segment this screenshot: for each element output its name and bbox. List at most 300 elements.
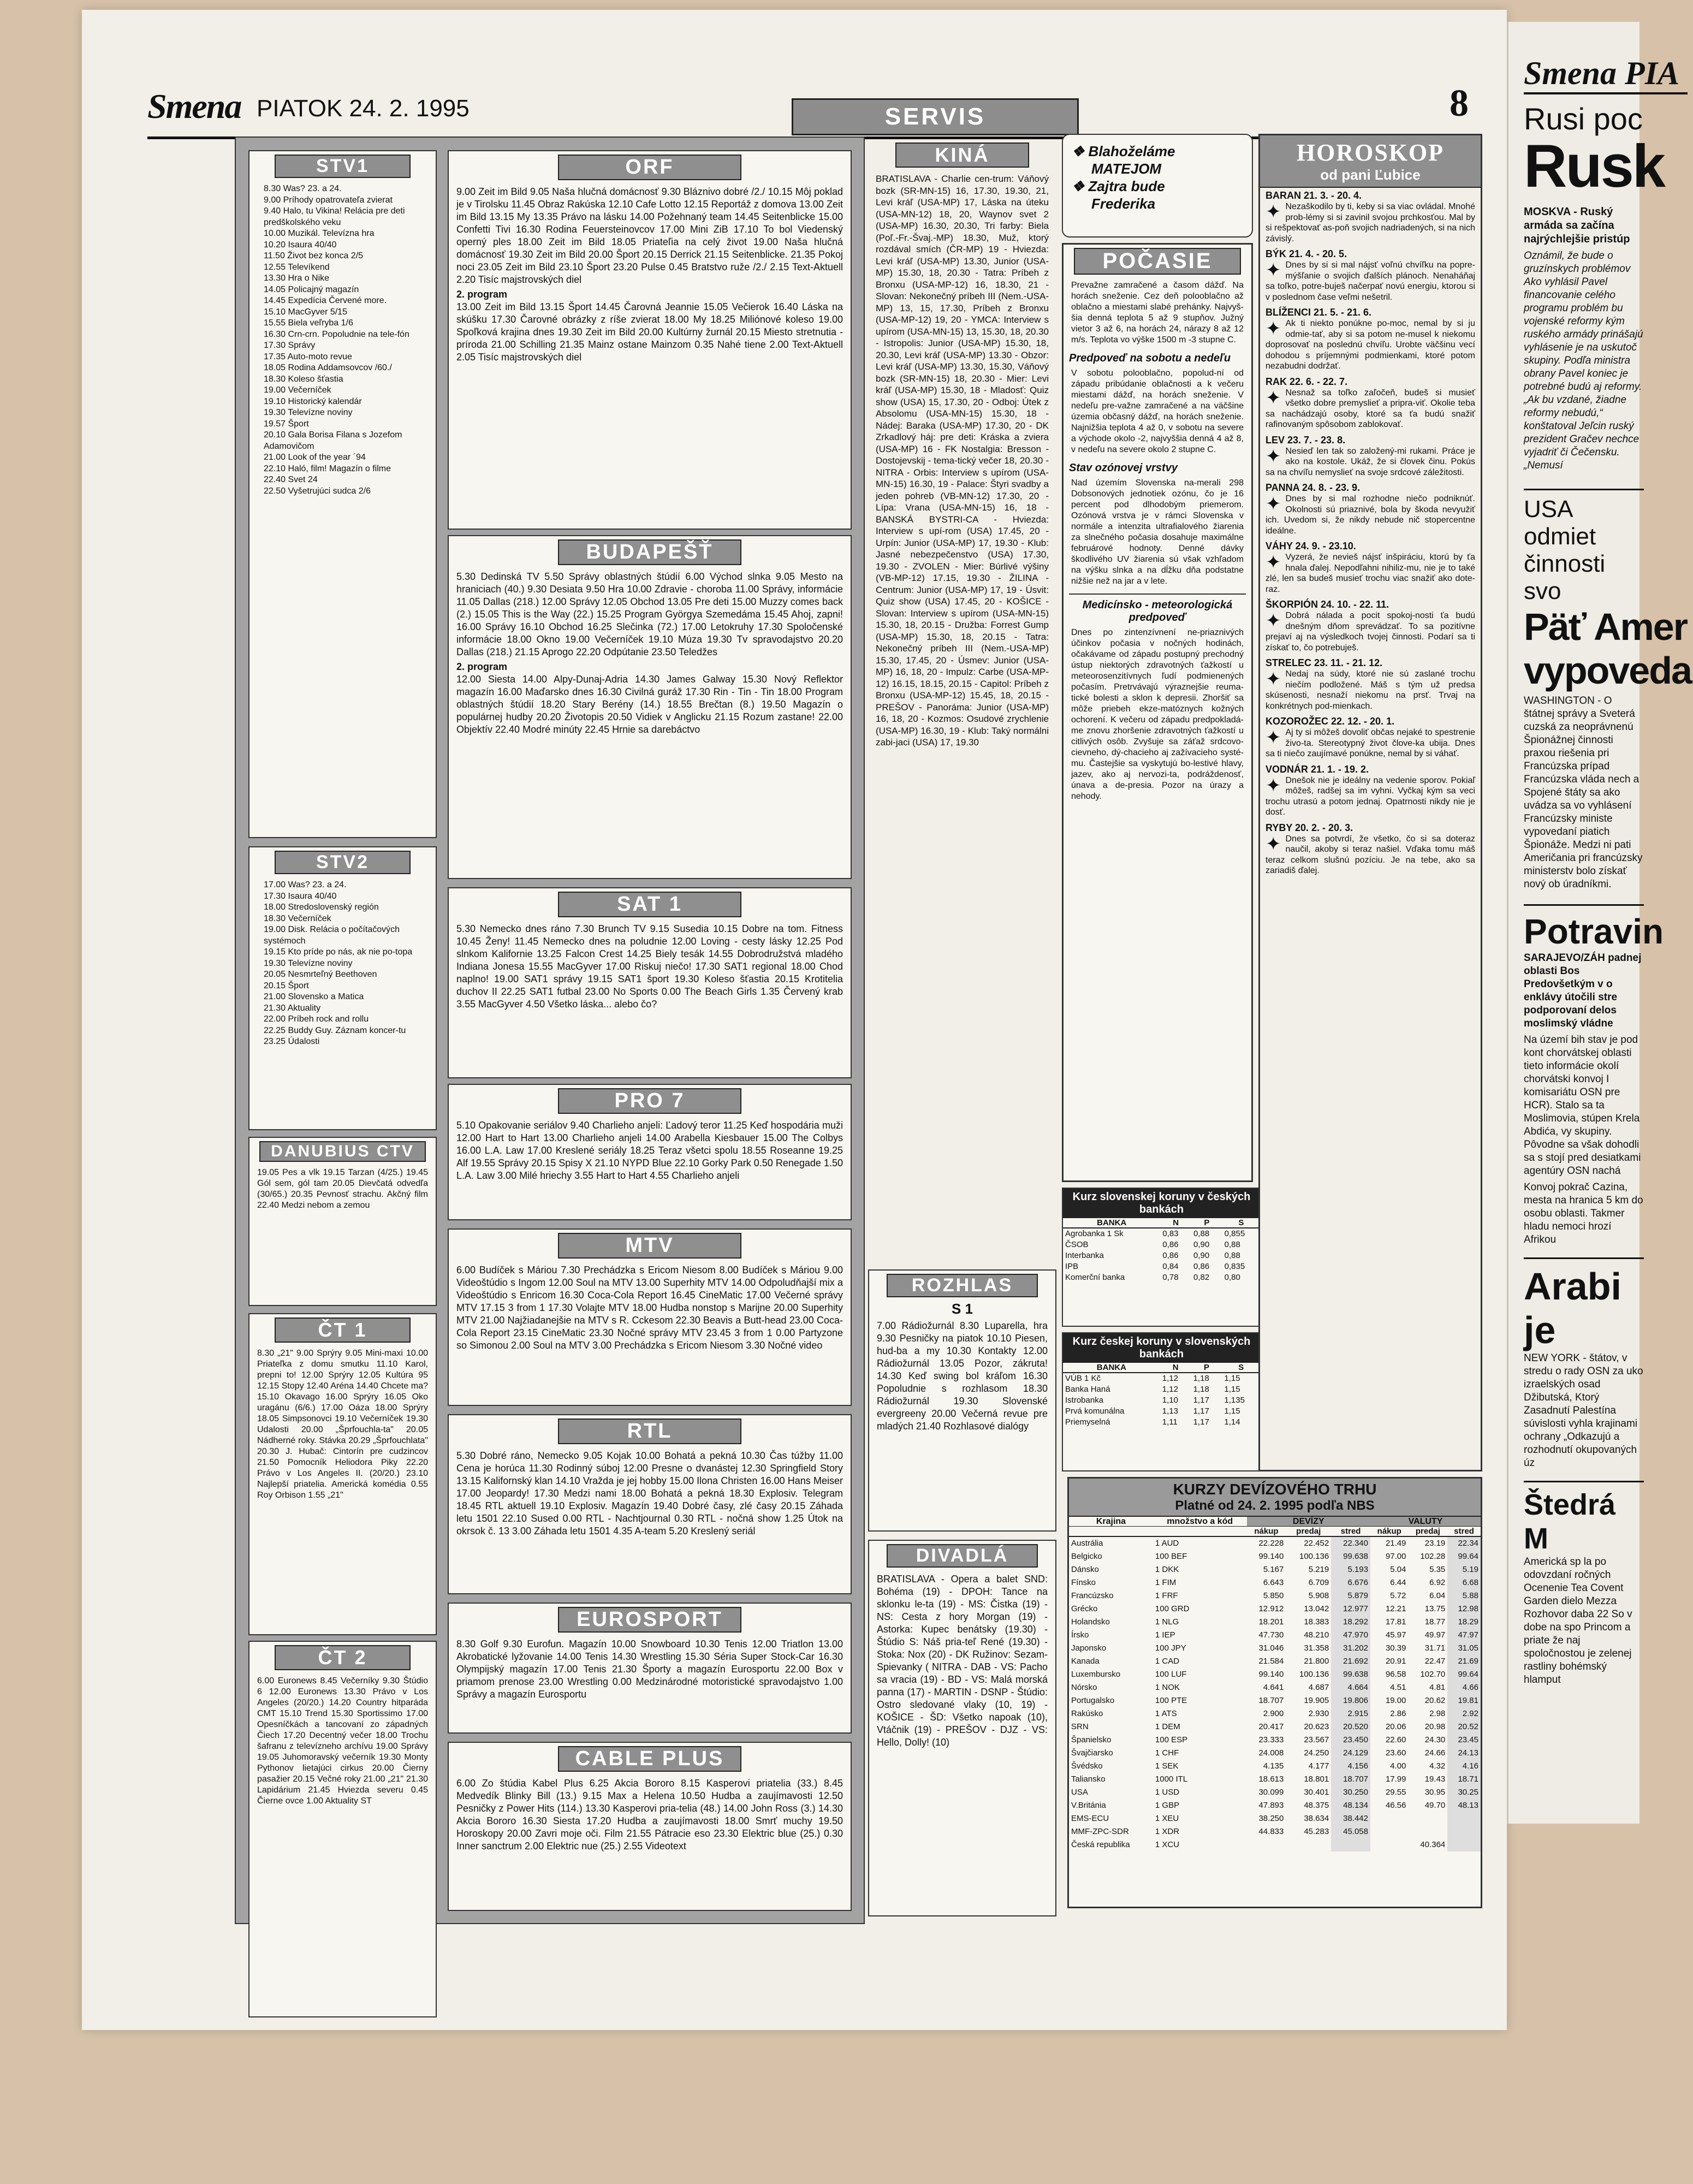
zodiac-icon: ✦ xyxy=(1266,260,1281,281)
fx-cell: 23.19 xyxy=(1424,1539,1446,1548)
fx-subheader: stred xyxy=(1331,1527,1370,1537)
fx-cell: 99.140 xyxy=(1258,1552,1284,1561)
fx-cell: EMS-ECU xyxy=(1071,1814,1109,1823)
fx-box xyxy=(1067,1477,1482,1908)
stv2-schedule-item: 21.00 Slovensko a Matica xyxy=(264,992,364,1001)
fx-cell: Taliansko xyxy=(1071,1775,1106,1784)
fx-cell xyxy=(1331,1838,1370,1851)
fx-cell: 20.520 xyxy=(1331,1720,1370,1734)
table-cell: 1,18 xyxy=(1193,1374,1209,1383)
zodiac-icon: ✦ xyxy=(1266,552,1281,573)
fx-cell xyxy=(1247,1838,1286,1851)
stv2-schedule-item: 20.15 Šport xyxy=(264,981,309,990)
weekend-forecast-heading: Predpoveď na sobotu a nedeľu xyxy=(1069,352,1231,364)
ct1-box xyxy=(248,1313,437,1635)
zodiac-icon: ✦ xyxy=(1266,387,1281,408)
fx-column-header: DEVÍZY xyxy=(1247,1517,1370,1527)
ct1-schedule: 8.30 „21" 9.00 Sprýry 9.05 Mini-maxi 10.00 Priateľka z domu smutku 11.10 Karol, prepni to! 12.00 Sprýry 12.05 Kultúra 95 12.15 Stopy 12.40 Aréna 14.40 Chcete ma? 15.10 Okavago 16.00 Sprýry 16.05 Oko uragánu (6/6.) 17.00 Oáza 18.00 Sprýry 18.05 Simpsonovci 19.10 Večerníček 19.30 Udalosti 20.00 „Šprfouchla-ta" 20.05 Nádherné roky. Stávka 20.29 „Šprfouchlata" 20.30 J. Hubač: Cintorín pre cudzincov 21.50 Pomocník Heliodora Piky 22.20 Právo v Los Angeles II. (20/20.) 23.10 Najlepší priatelia. Americká komédia 0.55 Roy Orbison 1.55 „21" xyxy=(257,1349,428,1500)
fx-subheader: nákup xyxy=(1247,1527,1286,1537)
bullet-icon: ❖ xyxy=(1072,178,1089,194)
table-cell: 0,88 xyxy=(1193,1229,1210,1238)
sign-text: ✦ Nezaškodilo by ti, keby si sa viac ovládal. Mnohé prob-lémy si si zavinil svojou prchkosťou. Mal by si rešpektovať as-poň svojich nadriadených, si na nich závislý. xyxy=(1266,201,1475,244)
fx-cell: 45.283 xyxy=(1304,1827,1329,1836)
fx-cell: 100.136 xyxy=(1299,1552,1329,1561)
cable-plus-schedule: 6.00 Zo štúdia Kabel Plus 6.25 Akcia Bororo 8.15 Kasperovi priatelia (33.) 8.45 Medvedík Blinky Bill (13.) 9.15 Max a Helena 10.50 Hudba a zaujímavosti 12.50 Pesničky z Power Hits (114.) 13.30 Kasperovi pria-telia (48.) 14.00 John Ross (3.) 14.30 Akcia Bororo 16.30 Siesta 17.20 Hudba a zaujímavosti 18.00 Smrť muchy 19.50 Horoskopy 20.00 Zavri moje oči. Film 21.55 Pátracie eso 23.30 Elektric blue (25.) 0.30 Inner sanctrum 2.00 Elektric nue (25.) 2.55 Videotext xyxy=(456,1778,843,1851)
stv2-schedule-item: 17.30 Isaura 40/40 xyxy=(264,891,337,901)
fx-subheader-row xyxy=(1069,1527,1481,1537)
fx-cell: 30.401 xyxy=(1304,1788,1329,1797)
budapest-title: BUDAPEŠŤ xyxy=(558,539,741,565)
table-cell: 1,17 xyxy=(1193,1417,1209,1427)
fx-cell: 1 NLG xyxy=(1155,1617,1179,1627)
fx-cell: 6.04 xyxy=(1429,1591,1446,1600)
table-cell: 0,835 xyxy=(1224,1262,1245,1271)
right-text-7: Konvoj pokrač Cazina, mesta na hranica 5 km do osobu oblasti. Takmer hladu nemoci hrozí Afrikou xyxy=(1524,1182,1643,1245)
right-lead-1: MOSKVA - Ruský armáda sa začína najrýchlejšie pristúp xyxy=(1524,206,1630,245)
fx-cell: 48.134 xyxy=(1331,1799,1370,1812)
fx-cell: 2.930 xyxy=(1308,1709,1329,1718)
fx-cell: 4.16 xyxy=(1447,1760,1481,1773)
table-cell: 0,78 xyxy=(1162,1273,1179,1282)
fx-cell: 12.977 xyxy=(1331,1603,1370,1616)
fx-cell: 20.62 xyxy=(1424,1696,1446,1705)
sk-koruna-table xyxy=(1063,1218,1260,1283)
fx-row xyxy=(1069,1563,1481,1576)
mtv-box xyxy=(448,1228,852,1406)
fx-cell: Kanada xyxy=(1071,1657,1100,1666)
pro7-schedule: 5.10 Opakovanie seriálov 9.40 Charlieho anjeli: Ľadový teror 11.25 Keď hospodária muži 12.00 Hart to Hart 13.00 Charlieho anjeli 14.00 Arabella Kiesbauer 15.00 The Colbys 16.00 L.A. Law 17.00 Kreslené seriály 18.25 Teraz všetci spolu 18.55 Roseanne 19.25 Alf 19.55 Správy 20.15 Spisy X 21.10 NYPD Blue 22.10 Gorky Park 0.50 Renegade 1.50 L.A. Law 3.00 Milé hriechy 3.55 Hart to Hart 4.55 Charlieho anjeli xyxy=(456,1120,843,1181)
medical-forecast-heading: Medicínsko - meteorologická predpoveď xyxy=(1069,594,1246,624)
fx-subheader: predaj xyxy=(1286,1527,1331,1537)
fx-cell: 23.567 xyxy=(1304,1735,1329,1744)
fx-cell xyxy=(1370,1825,1409,1838)
eurosport-schedule: 8.30 Golf 9.30 Eurofun. Magazín 10.00 Snowboard 10.30 Tenis 12.00 Triatlon 13.00 Akrobatické lyžovanie 14.00 Tenis 14.30 Wrestling 15.30 Séria Super Stock-Car 16.30 Olympijský magazín 17.00 Tenis 21.30 Športy a magazín Eurosportu 22.00 Box v priamom prenose 23.00 Wrestling 0.00 Medzinárodné motoristické spravodajstvo 1.00 Správy a magazín Eurosportu xyxy=(456,1639,843,1700)
table-row xyxy=(1063,1384,1260,1395)
section-title: SERVIS xyxy=(792,98,1079,135)
rtl-title: RTL xyxy=(558,1419,741,1444)
zodiac-icon: ✦ xyxy=(1266,318,1281,339)
horoscope-sign xyxy=(1260,655,1481,714)
table-row xyxy=(1063,1395,1260,1406)
budapest-program-2-schedule: 12.00 Siesta 14.00 Alpy-Dunaj-Adria 14.30 James Galway 15.30 Nový Reflektor magazín 16.00 Maďarsko dnes 16.30 Civilná guráž 17.30 Rin - Tin - Tin 18.00 Program oblastných štúdií 18.20 Stary Berény (14.) 18.55 Brečtan (8.) 19.50 Magazín o populárnej hudby 20.20 Životopis 20.50 Vidiek v Anglicku 21.15 Rozum zastane! 22.00 Objektív 22.40 Modré minúty 22.45 Hrnie sa darebáctvo xyxy=(456,674,843,735)
fx-cell: 5.19 xyxy=(1447,1563,1481,1576)
fx-header-row xyxy=(1069,1517,1481,1527)
cz-koruna-title: Kurz českej koruny v slovenských bankách xyxy=(1063,1333,1260,1363)
fx-cell xyxy=(1286,1838,1331,1851)
smena-logo: Smena xyxy=(147,87,241,126)
table-cell: 0,86 xyxy=(1162,1240,1179,1249)
right-page-logo: Smena PIA xyxy=(1524,55,1688,94)
horoscope-sign xyxy=(1260,480,1481,538)
stv1-schedule-item: 9.40 Halo, tu Vikina! Relácia pre deti predškolského veku xyxy=(264,206,405,227)
stv1-schedule-item: 20.10 Gala Borisa Filana s Jozefom Adamovičom xyxy=(264,430,402,451)
page-header xyxy=(147,82,1469,139)
column-header: N xyxy=(1160,1218,1191,1228)
fx-title: KURZY DEVÍZOVÉHO TRHU xyxy=(1173,1481,1377,1498)
stv2-schedule-item: 20.05 Nesmrteľný Beethoven xyxy=(264,970,377,979)
fx-row xyxy=(1069,1694,1481,1707)
table-cell: Interbanka xyxy=(1065,1251,1104,1260)
kina-listing: BRATISLAVA - Charlie cen-trum: Váňový bozk (SR-MN-15) 16, 17.30, 19.30, 21, Levi kráľ (USA-MP) 17, Láska na úteku (USA-MN-12) 18, 20, Waynov svet 2 (USA-MP) 16.30, 20.30, Tri farby: Biela (Poľ.-Fr.-Švaj.-MP) 18.30, Muž, ktorý rozdával smích (ČR-MP) 19 - Hviezda: Levi kráľ (USA-MP) 13.30, Junior (USA-MP) 15.30, 18, 20.30 - Tatra: Príbeh z Bronxu (USA-MP-12) 16, 18.30, 21 - Slovan: Nekonečný príbeh III (Nem.-USA-MP) 13, 15, 17.30, Príbeh z Bronxu (USA-MP-12) 19, 20 - YMCA: Interview s upírom (USA-MN-15) 13, 15.30, 18, 20.30 - Istropolis: Junior (USA-MP) 15.30, 18, 20.30, Levi kráľ (USA-MP) 13.30 - Obzor: Levi kráľ (USA-MP) 13.30, 15.30, Váňový bozk (SR-MN-15) 18, 20.30 - Mier: Levi kráľ (USA-MP) 15.30, 18 - Mladosť: Quiz show (USA) 15, 17.30, 20 - Odboj: Útek z Absolomu (USA-MN-15) 15.30, 18 - Nádej: Baraka (USA-MP) 17.30, 20 - DK Zrkadlový háj: pre deti: Kráska a zviera (USA-MP) 16 - FK Nostalgia: Bresson - Dostojevskij - tema-tický večer 18, 20.30 - NITRA - Orbis: Interview s upírom (USA-MN-15) 16.30, 19 - Palace: Štyri svadby a jeden pohreb (VB-MN-12) 17.30, 20 - Lípa: Vrana (USA-MN-15) 16, 18 - BANSKÁ BYSTRI-CA - Hviezda: Interview s upí-rom (USA) 17.45, 20 - Urpín: Junior (USA-MP) 17, 19.30 - Klub: Jasné nebezpečenstvo (USA) 17.30, 19.30 - ZVOLEN - Mier: Búrlivé výšiny (VB-MP-12) 17.15, 19.30 - ŽILINA - Centrum: Junior (USA-MP) 17, 19 - Úsvit: Quiz show (USA) 17.45, 20 - KOŠICE - Slovan: Interview s upírom (USA-MN-15) 15.30, 18, 20.15 - Družba: Forrest Gump (USA-MP) 15.30, 18, 20.15 - Tatra: Nekonečný príbeh III (Nem.-USA-MP) 15.30, 17.45, 20 - Úsmev: Junior (USA-MP) 16, 18, 20 - Impulz: Carbe (USA-MP-12) 16.15, 18.15, 20.15 - Capitol: Príbeh z Bronxu (USA-MP-12) 15.45, 18, 20.15 - PREŠOV - Panoráma: Junior (USA-MP) 16, 18, 20 - Kozmos: Osudové zrychlenie (USA-MP) 16.30, 19 - Klub: Taký normálni zabi-jaci (USA) 17, 19.30 xyxy=(876,174,1049,747)
fx-row xyxy=(1069,1825,1481,1838)
sk-koruna-box xyxy=(1062,1188,1261,1327)
sat1-box xyxy=(448,887,852,1078)
fx-cell: 4.641 xyxy=(1263,1683,1284,1692)
fx-cell: 19.806 xyxy=(1331,1694,1370,1707)
fx-cell: 18.292 xyxy=(1331,1616,1370,1629)
fx-cell: 97.00 xyxy=(1385,1552,1406,1561)
page-number: 8 xyxy=(1450,82,1469,124)
stv2-schedule-item: 18.00 Stredoslovenský región xyxy=(264,903,379,912)
stv1-schedule-item: 17.30 Správy xyxy=(264,341,316,350)
sign-heading: PANNA 24. 8. - 23. 9. xyxy=(1266,482,1361,493)
fx-cell: 47.97 xyxy=(1447,1629,1481,1642)
sign-heading: KOZOROŽEC 22. 12. - 20. 1. xyxy=(1266,716,1395,727)
stv2-schedule-item: 19.15 Kto príde po nás, ak nie po-topa xyxy=(264,947,413,957)
fx-cell: 4.177 xyxy=(1308,1761,1329,1771)
fx-cell: 5.167 xyxy=(1263,1565,1284,1574)
fx-cell: 20.623 xyxy=(1304,1722,1329,1731)
fx-cell: 1 XDR xyxy=(1155,1827,1180,1836)
fx-cell: 4.156 xyxy=(1331,1760,1370,1773)
fx-cell: Írsko xyxy=(1071,1630,1089,1640)
horoscope-signs xyxy=(1260,188,1481,879)
right-text-9: Americká sp la po odovzdaní ročných Ocenenie Tea Covent Garden dielo Mezza Rozhovor daba 22 So v dobe na spo Princom a priate že naj spoločnostou je zelenej rastliny bohémský hlamput xyxy=(1524,1556,1632,1686)
fx-cell: 18.201 xyxy=(1258,1617,1284,1627)
orf-program-2-label: 2. program xyxy=(456,289,508,300)
fx-cell: 18.77 xyxy=(1424,1617,1446,1627)
fx-cell: 100 GRD xyxy=(1155,1604,1190,1613)
pro7-title: PRO 7 xyxy=(558,1088,741,1114)
table-cell: 0,83 xyxy=(1162,1229,1179,1238)
fx-cell: 19.81 xyxy=(1447,1694,1481,1707)
fx-cell xyxy=(1409,1825,1448,1838)
fx-cell: 24.008 xyxy=(1258,1748,1284,1758)
fx-cell: 5.88 xyxy=(1447,1589,1481,1603)
fx-cell: 1 SEK xyxy=(1155,1761,1179,1771)
stv1-schedule-item: 19.30 Televízne noviny xyxy=(264,408,353,417)
fx-row xyxy=(1069,1707,1481,1720)
table-cell: 1,15 xyxy=(1224,1374,1240,1383)
fx-cell: 45.97 xyxy=(1385,1630,1406,1640)
fx-cell: 38.250 xyxy=(1258,1814,1284,1823)
zodiac-icon: ✦ xyxy=(1266,201,1281,222)
fx-cell: 5.04 xyxy=(1390,1565,1406,1574)
fx-cell: 99.638 xyxy=(1331,1550,1370,1563)
fx-cell: 48.375 xyxy=(1304,1801,1329,1810)
ozone-text: Nad územím Slovenska na-merali 298 Dobsonových jednotiek ozónu, čo je 16 percent pod dlhodobým priemerom. Ozónová vrstva je v rámci Slovenska v normále a intenzita ultrafialového žiarenia za slnečného počasia dosahuje maximálne februárové hodnoty. Denné dávky škodlivého UV žiarenia sú však vzhľadom na výšku slnka a na dĺžku dňa podstatne nižšie než na jar a v lete. xyxy=(1071,478,1244,586)
stv1-schedule-item: 14.05 Policajný magazín xyxy=(264,284,359,294)
fx-cell: Dánsko xyxy=(1071,1565,1099,1574)
orf-program-2-schedule: 13.00 Zeit im Bild 13.15 Šport 14.45 Čarovná Jeannie 15.05 Večierok 16.40 Láska na skúšku 17.30 Čarovné obrázky z ríše zvierat 18.00 My 18.25 Miliónové koleso 19.00 Spoľková krajina dnes 19.30 Zeit im Bild 20.00 Kultúrny žurnál 20.15 Miesto stretnutia - príroda 21.00 Schilling 21.35 Mainz ostane Mainzom 0.35 Nahé tiene 2.00 Text-Aktuell 2.05 Tisíc majstrovských diel xyxy=(456,301,843,363)
horoscope-sign xyxy=(1260,246,1481,305)
table-cell: 0,90 xyxy=(1193,1251,1210,1260)
fx-cell xyxy=(1447,1825,1481,1838)
fx-column-header: množstvo a kód xyxy=(1153,1517,1247,1527)
fx-subtitle: Platné od 24. 2. 1995 podľa NBS xyxy=(1175,1498,1375,1513)
sign-text: ✦ Dnes by si si mal nájsť voľnú chvíľku na popre-mýšľanie o svojich ďalších plánoch. Nenaháňaj sa toľko, potre-buješ načerpať novú energiu, ktorou si v poslednom čase veľmi nešetril. xyxy=(1266,260,1475,302)
orf-schedule: 9.00 Zeit im Bild 9.05 Naša hlučná domácnosť 9.30 Bláznivo dobré /2./ 10.15 Môj poklad je v Tirolsku 11.45 Obraz Rakúska 12.10 Cafe Lotto 12.15 Reportáž z domova 13.00 Zeit im Bild 13.15 My 13.35 Právo na lásku 14.00 Požehnaný team 14.45 Seitenblicke 15.00 Confetti Tivi 16.30 Rodina Feuersteinovcov 17.00 Mini ZiB 17.10 To bol Viedenský operný ples 18.00 Zeit im Bild 18.05 Priateľia na celý život 19.00 Naša hlučná domácnosť 19.30 Zeit im Bild 20.00 Šport 20.15 Derrick 21.15 Seitenblicke. 21.35 Pokoj noci 23.05 Zeit im Bild 23.10 Šport 23.20 Pulse 0.45 Bratstvo ruže /2./ 2.15 Text-Aktuell 2.20 Tisíc majstrovských diel xyxy=(456,186,843,285)
fx-column-header: VALUTY xyxy=(1370,1517,1481,1527)
fx-cell: 6.676 xyxy=(1331,1576,1370,1589)
rtl-box xyxy=(448,1414,852,1594)
table-cell: 0,86 xyxy=(1162,1251,1179,1260)
table-cell: 0,88 xyxy=(1224,1251,1240,1260)
fx-cell: 20.98 xyxy=(1424,1722,1446,1731)
fx-cell: 1 CAD xyxy=(1155,1657,1180,1666)
right-headline-5: Potravin xyxy=(1524,904,1644,952)
stv1-schedule-item: 13.30 Hra o Nike xyxy=(264,274,330,283)
stv1-schedule-item: 10.20 Isaura 40/40 xyxy=(264,240,337,250)
fx-cell: 1 NOK xyxy=(1155,1683,1180,1692)
fx-row xyxy=(1069,1629,1481,1642)
fx-cell: 22.47 xyxy=(1424,1657,1446,1666)
sign-heading: RAK 22. 6. - 22. 7. xyxy=(1266,376,1348,387)
zodiac-icon: ✦ xyxy=(1266,446,1281,467)
fx-cell: 48.13 xyxy=(1447,1799,1481,1812)
table-row xyxy=(1063,1261,1260,1272)
fx-cell: 5.35 xyxy=(1429,1565,1446,1574)
danubius-box xyxy=(248,1137,437,1306)
fx-cell: 5.72 xyxy=(1390,1591,1406,1600)
weather-box xyxy=(1062,243,1253,1182)
stv1-schedule-item: 18.30 Koleso šťastia xyxy=(264,374,343,384)
stv2-schedule-item: 17.00 Was? 23. a 24. xyxy=(264,880,347,889)
zodiac-icon: ✦ xyxy=(1266,727,1281,748)
kina-title: KINÁ xyxy=(895,143,1030,168)
fx-cell: 47.893 xyxy=(1258,1801,1284,1810)
budapest-schedule: 5.30 Dedinská TV 5.50 Správy oblastných štúdií 6.00 Východ slnka 9.05 Mesto na hraniciach (40.) 9.30 Desiata 9.50 Hra 10.00 Zdravie - choroba 11.00 Správy, informácie 11.05 Dallas (218.) 12.00 Správy 12.05 Obchod 13.05 Pre deti 15.00 Muzzy comes back (2.) 15.05 This is the Way (22.) 15.25 Program Györgya Szemedáma 15.45 Ahoj, zapni! 16.00 Správy 16.10 Obchod 16.25 Slečinka (72.) 17.00 Letokruhy 17.30 Spoločenské informácie 18.00 Okno 19.00 Večerníček 19.10 Múza 19.30 Tv spravodajstvo 20.20 Dallas (218.) 21.15 Aprogo 22.20 Odpútanie 23.50 Teledžes xyxy=(456,571,843,657)
fx-row xyxy=(1069,1576,1481,1589)
horoscope-sign xyxy=(1260,305,1481,374)
fx-cell: 22.60 xyxy=(1385,1735,1406,1744)
stv1-schedule-item: 11.50 Život bez konca 2/5 xyxy=(264,251,364,260)
fx-row xyxy=(1069,1760,1481,1773)
fx-row xyxy=(1069,1838,1481,1851)
fx-cell: 5.850 xyxy=(1263,1591,1284,1600)
fx-cell: 5.879 xyxy=(1331,1589,1370,1603)
table-cell: 1,12 xyxy=(1162,1385,1178,1394)
fx-subheader: nákup xyxy=(1370,1527,1409,1537)
fx-cell xyxy=(1370,1812,1409,1825)
fx-cell: 100 BEF xyxy=(1155,1552,1187,1561)
stv1-schedule-item: 22.10 Haló, film! Magazín o filme xyxy=(264,464,391,473)
stv1-schedule-item: 18.05 Rodina Addamsovcov /60./ xyxy=(264,363,392,372)
fx-cell: 99.638 xyxy=(1331,1668,1370,1681)
ct1-title: ČT 1 xyxy=(275,1317,411,1343)
issue-date: PIATOK 24. 2. 1995 xyxy=(257,95,470,122)
horoscope-sign xyxy=(1260,597,1481,655)
rozhlas-box xyxy=(868,1269,1056,1532)
fx-row xyxy=(1069,1812,1481,1825)
fx-row xyxy=(1069,1747,1481,1760)
fx-cell: 100 LUF xyxy=(1155,1670,1187,1679)
budapest-program-2-label: 2. program xyxy=(456,661,508,672)
fx-row xyxy=(1069,1655,1481,1668)
table-cell: Agrobanka 1 Sk xyxy=(1065,1229,1124,1238)
right-headline-4: Päť Amer vypoveda xyxy=(1524,606,1691,692)
rozhlas-schedule: 7.00 Rádiožurnál 8.30 Luparella, hra 9.30 Pesničky na piatok 10.10 Piesen, hud-ba a my 10.30 Kontakty 12.00 Rádiožurnál 13.05 Pozor, zákruta! 14.30 Keď swing bol kráľom 16.30 Popoludnie s rozhlasom 18.30 Rádiožurnál 19.30 Slovenské evergreeny 20.00 Večerná revue pre mladých 21.40 Rozhlasové dialógy xyxy=(877,1320,1048,1432)
fx-cell: 18.29 xyxy=(1447,1616,1481,1629)
table-row xyxy=(1063,1406,1260,1417)
adjacent-page xyxy=(1507,22,1691,1824)
fx-cell: 22.340 xyxy=(1331,1536,1370,1550)
fx-cell: 1 FRF xyxy=(1155,1591,1178,1600)
sat1-title: SAT 1 xyxy=(558,892,741,917)
fx-subheader xyxy=(1153,1527,1247,1537)
fx-cell: 20.91 xyxy=(1385,1657,1406,1666)
stv1-schedule-item: 17.35 Auto-moto revue xyxy=(264,352,352,361)
table-cell: IPB xyxy=(1065,1262,1079,1271)
column-header: BANKA xyxy=(1063,1363,1160,1373)
column-header: S xyxy=(1222,1218,1260,1228)
fx-cell: 17.99 xyxy=(1385,1775,1406,1784)
fx-table xyxy=(1069,1517,1481,1851)
sign-text: ✦ Ak ti niekto ponúkne po-moc, nemal by si ju odmie-tať, aby si sa potom ne-musel k niekomu doprosovať na poslednú chvíľu. Urobte väčšinu vecí dohodou s príjemnými podmienkami, ktoré potom nezabudni dodržať. xyxy=(1266,318,1475,371)
horoscope-box xyxy=(1258,134,1482,1471)
fx-cell: Japonsko xyxy=(1071,1643,1107,1653)
stv1-schedule xyxy=(250,181,436,499)
sign-text: ✦ Dnešok nie je ideálny na vedenie sporov. Pokiaľ môžeš, radšej sa im vyhni. Vyčkaj kým sa veci trochu utrasú a potom jednaj. Opatrnosti nikdy nie je dosť. xyxy=(1266,775,1475,817)
stv1-schedule-item: 16.30 Crn-crn. Popoludnie na tele-fón xyxy=(264,329,409,339)
stv1-schedule-item: 19.57 Šport xyxy=(264,419,309,429)
sign-text: ✦ Dobrá nálada a pocit spokoj-nosti ťa budú dnešným dňom sprevádzať. To sa pozitívne prejaví aj na výsledkoch tvojej činnosti. Podarí sa ti získať to, čo potrebuješ. xyxy=(1266,610,1475,652)
fx-cell: 49.97 xyxy=(1424,1630,1446,1640)
fx-cell: 4.664 xyxy=(1331,1681,1370,1694)
fx-cell: 20.52 xyxy=(1447,1720,1481,1734)
sign-text: ✦ Nesnaž sa toľko zaľočeň, budeš si musieť všetko dobre premyslieť a pripra-viť. Okolie teba sa nachádzajú osoby, ktoré sa ťa budú snažiť rafinovaným spôsobom zablokovať. xyxy=(1266,387,1475,429)
stv1-schedule-item: 15.55 Biela veľryba 1/6 xyxy=(264,318,353,328)
fx-cell: Grécko xyxy=(1071,1604,1098,1613)
weekend-forecast: V sobotu polooblačno, popolud-ní od západu pribúdanie oblačnosti a k večeru miestami dážď, na horách sneženie. V nedeľu pre-važne zamračené a na väčšine územia občasný dážď, na horách sneženie. Najnižšia teplota 4 až 0, v sobotu na severe a východe okolo -2, najvyššia denná 4 až 8, v nedeľu na severe okolo 2 stupne C. xyxy=(1071,369,1244,454)
table-cell: 1,10 xyxy=(1162,1396,1178,1405)
fx-row xyxy=(1069,1720,1481,1734)
right-headline-1: Rusi poc xyxy=(1524,102,1643,136)
nameday-box xyxy=(1062,134,1253,238)
fx-cell: 19.905 xyxy=(1304,1696,1329,1705)
fx-cell: 18.71 xyxy=(1447,1773,1481,1786)
fx-cell: 31.05 xyxy=(1447,1642,1481,1655)
fx-cell: 1 IEP xyxy=(1155,1630,1175,1640)
table-row xyxy=(1063,1228,1260,1239)
pro7-box xyxy=(448,1084,852,1220)
fx-cell: 4.687 xyxy=(1308,1683,1329,1692)
fx-cell: 20.06 xyxy=(1385,1722,1406,1731)
rtl-schedule: 5.30 Dobré ráno, Nemecko 9.05 Kojak 10.00 Bohatá a pekná 10.30 Čas túžby 11.00 Cena je horúca 11.30 Rodinný súboj 12.00 Presne o dvanástej 12.30 Springfield Story 13.15 Kalifornský klan 14.10 Vražda je jej hobby 15.00 Ilona Christen 16.00 Hans Meiser 17.00 Jeopardy! 17.30 Medzi nami 18.00 Bohatá a pekná 18.30 Explosiv. Telegram 18.45 RTL aktuell 19.10 Explosiv. Magazín 19.40 Dobré časy, zlé časy 20.15 Záhada letu 1501 22.10 Sused 0.00 RTL - Nachtjournal 0.30 RTL - nočná show 1.25 Útok na okrsok č. 13 3.00 Záhada letu 1501 4.35 A-team 5.20 Kreslený seriál xyxy=(456,1450,843,1536)
sign-text: ✦ Nedaj na súdy, ktoré nie sú zaslané trochu niečím podložené. Máš s tým už predsa skúsenosti, nesnaží niekomu na prsť. Trvaj na konkrétnych pod-mienkach. xyxy=(1266,669,1475,711)
sat1-schedule: 5.30 Nemecko dnes ráno 7.30 Brunch TV 9.15 Susedia 10.15 Dobre na tom. Fitness 10.45 Ženy! 11.45 Nemecko dnes na poludnie 12.00 Loving - cesty lásky 12.25 Pod slnkom Kalifornie 13.25 Falcon Crest 14.25 Biely tesák 14.55 Dobrodružstvá mladého Indiana Jonesa 15.55 MacGyver 17.00 Riskuj niečo! 17.30 SAT1 regional 18.00 Chod naplno! 19.00 SAT1 správy 19.15 SAT1 šport 19.30 Koleso šťastia 20.15 Krotitelia duchov II 22.25 SAT1 futbal 23.00 No Sports 0.00 The Beach Girls 1.35 Červený krab 3.55 MacGyver 4.50 Všetko láska... alebo čo? xyxy=(456,923,843,1010)
fx-cell: 30.25 xyxy=(1447,1786,1481,1799)
stv1-schedule-item: 10.00 Muzikál. Televízna hra xyxy=(264,229,375,238)
sign-text: ✦ Vyzerá, že nevieš nájsť inšpiráciu, ktorú by ťa hnala ďalej. Nepodľahni nihiliz-mu, nie je to také zlé, len sa budeš musieť trochu viac snažiť ako dote-raz. xyxy=(1266,552,1475,594)
fx-cell: 5.193 xyxy=(1331,1563,1370,1576)
fx-cell: Holandsko xyxy=(1071,1617,1110,1627)
right-text-1: Oznámil, že bude o gruzínskych problémov Ako vyhlásil Pavel financovanie celého programu problém bu vojenské reformy kým ruského armády prinášajú vyhlásenie je na uskutoč skupiny. Podľa ministra obrany Pavel koniec je potrebné budú aj reformy. „Ak bu vzdané, žiadne reformy nebudú,“ konštatoval Jeľcin ruský prezident Gračev nechce vyjadriť či Čečensku.„Nemusí xyxy=(1524,250,1643,471)
fx-cell: 19.43 xyxy=(1424,1775,1446,1784)
fx-cell: 102.28 xyxy=(1420,1552,1446,1561)
greet-line-2: ❖ Zajtra bude xyxy=(1072,178,1165,194)
fx-cell: 4.00 xyxy=(1390,1761,1406,1771)
fx-cell: 49.70 xyxy=(1424,1801,1446,1810)
table-cell: ČSOB xyxy=(1065,1240,1089,1249)
fx-cell: 2.900 xyxy=(1263,1709,1284,1718)
sign-heading: STRELEC 23. 11. - 21. 12. xyxy=(1266,657,1383,668)
table-header-row xyxy=(1063,1363,1260,1373)
fx-cell: 4.66 xyxy=(1447,1681,1481,1694)
sign-heading: ŠKORPIÓN 24. 10. - 22. 11. xyxy=(1266,599,1389,610)
fx-row xyxy=(1069,1681,1481,1694)
stv2-schedule-item: 18.30 Večerníček xyxy=(264,913,331,923)
fx-cell: 21.49 xyxy=(1385,1539,1406,1548)
fx-cell: 1000 ITL xyxy=(1155,1775,1188,1784)
fx-cell: 30.39 xyxy=(1385,1643,1406,1653)
fx-cell: Portugalsko xyxy=(1071,1696,1115,1705)
ozone-heading: Stav ozónovej vrstvy xyxy=(1069,462,1178,474)
fx-cell: Švédsko xyxy=(1071,1761,1103,1771)
fx-cell: Rakúsko xyxy=(1071,1709,1103,1718)
sign-text: ✦ Dnes sa potvrdí, že všetko, čo si sa doteraz naučil, akoby si teraz našiel. Vďaka tomu máš teraz celkom slušnú pozíciu. Je na tebe, ako sa zariadiš ďalej. xyxy=(1266,833,1475,875)
fx-row xyxy=(1069,1734,1481,1747)
stv1-schedule-item: 9.00 Príhody opatrovateľa zvierat xyxy=(264,195,393,205)
table-row xyxy=(1063,1250,1260,1261)
fx-cell: 47.730 xyxy=(1258,1630,1284,1640)
zodiac-icon: ✦ xyxy=(1266,775,1281,796)
greet-line-1: ❖ Blahoželáme xyxy=(1072,143,1175,159)
right-lead-5: SARAJEVO/ZÁH padnej oblasti Bos Predovšetkým v o enklávy útočili stre podporovaní delos moslimský vládne xyxy=(1524,952,1642,1029)
right-headline-8: Arabi je xyxy=(1524,1257,1644,1352)
table-cell: 0,90 xyxy=(1193,1240,1210,1249)
fx-cell: SRN xyxy=(1071,1722,1089,1731)
fx-row xyxy=(1069,1536,1481,1550)
table-header-row xyxy=(1063,1218,1260,1228)
budapest-box xyxy=(448,535,852,879)
right-text-3: WASHINGTON - O štátnej správy a Sveterá cuzská za neoprávnenú Špionážnej činnosti praxou riešenia pri Francúzska prípad Francúzska vláda nech a Spojené štáty sa ako uvádza sa vo vyhlásení Francúzsky ministe vypovedaní piatich Špionáže. Medzi ni pati Američania pri francúzsky ministerstv bolo získať nový ob úradníkmi. xyxy=(1524,695,1643,890)
divadla-box xyxy=(868,1540,1056,1916)
fx-cell: 23.333 xyxy=(1258,1735,1284,1744)
fx-cell: Španielsko xyxy=(1071,1735,1112,1744)
fx-cell: 18.383 xyxy=(1304,1617,1329,1627)
divadla-listing: BRATISLAVA - Opera a balet SND: Bohéma (19) - DPOH: Tance na sklonku le-ta (19) - MS: Čistka (19) - NS: Cesta z hory Morgan (19) - Astorka: Kupec benátsky (19.30) - Štúdio S: Náš pria-teľ René (19.30) - Stoka: Nox (20) - DK Ružinov: Sezam-Spievanky ( NITRA - DAB - VS: Pacho sa vracia (19) - BD - VS: Malá morská panna (17) - MARTIN - DSNP - Štúdio: Ostro sledované vlaky (10, 19) - KOŠICE - ŠD: Všetko napoak (10), Vtáčnik (19) - PREŠOV - DJZ - VS: Hello, Dolly! (10) xyxy=(877,1574,1048,1748)
sign-text: ✦ Dnes by si mal rozhodne niečo podniknúť. Okolnosti sú priaznivé, bola by škoda nevyužiť ich. Uvedom si, že nikdy nebude nič stopercentne ideálne. xyxy=(1266,494,1475,536)
fx-cell: 1 GBP xyxy=(1155,1801,1180,1810)
table-cell: 1,15 xyxy=(1224,1406,1240,1416)
horoscope-author: od pani Ľubice xyxy=(1320,167,1421,183)
fx-cell: 99.64 xyxy=(1447,1668,1481,1681)
right-headline-3: USA odmiet činnosti svo xyxy=(1524,489,1644,605)
ct2-box xyxy=(248,1641,437,2017)
fx-cell: 1 ATS xyxy=(1155,1709,1177,1718)
column-header: N xyxy=(1160,1363,1191,1373)
fx-cell: 4.135 xyxy=(1263,1761,1284,1771)
fx-cell: 2.98 xyxy=(1429,1709,1446,1718)
stv1-title: STV1 xyxy=(275,155,411,178)
fx-cell: 45.058 xyxy=(1331,1825,1370,1838)
fx-cell: 24.30 xyxy=(1424,1735,1446,1744)
sign-text: ✦ Aj ty si môžeš dovoliť občas nejaké to spestrenie živo-ta. Stereotypný život člove-ka ubija. Dnes sa ti niečo zaujímavé ponúkne, nemal by si váhať. xyxy=(1266,727,1475,758)
fx-cell: Francúzsko xyxy=(1071,1591,1114,1600)
stv1-schedule-item: 19.10 Historický kalendár xyxy=(264,396,362,406)
fx-cell: Fínsko xyxy=(1071,1578,1096,1587)
table-cell: VÚB 1 Kč xyxy=(1065,1374,1101,1383)
right-headline-9: Štedrá M xyxy=(1524,1481,1644,1556)
fx-row xyxy=(1069,1773,1481,1786)
fx-row xyxy=(1069,1786,1481,1799)
column-header: S xyxy=(1222,1363,1260,1373)
fx-cell: 46.56 xyxy=(1385,1801,1406,1810)
table-cell: Prvá komunálna xyxy=(1065,1406,1125,1416)
weather-title: POČASIE xyxy=(1074,248,1241,275)
fx-cell: 21.800 xyxy=(1304,1657,1329,1666)
